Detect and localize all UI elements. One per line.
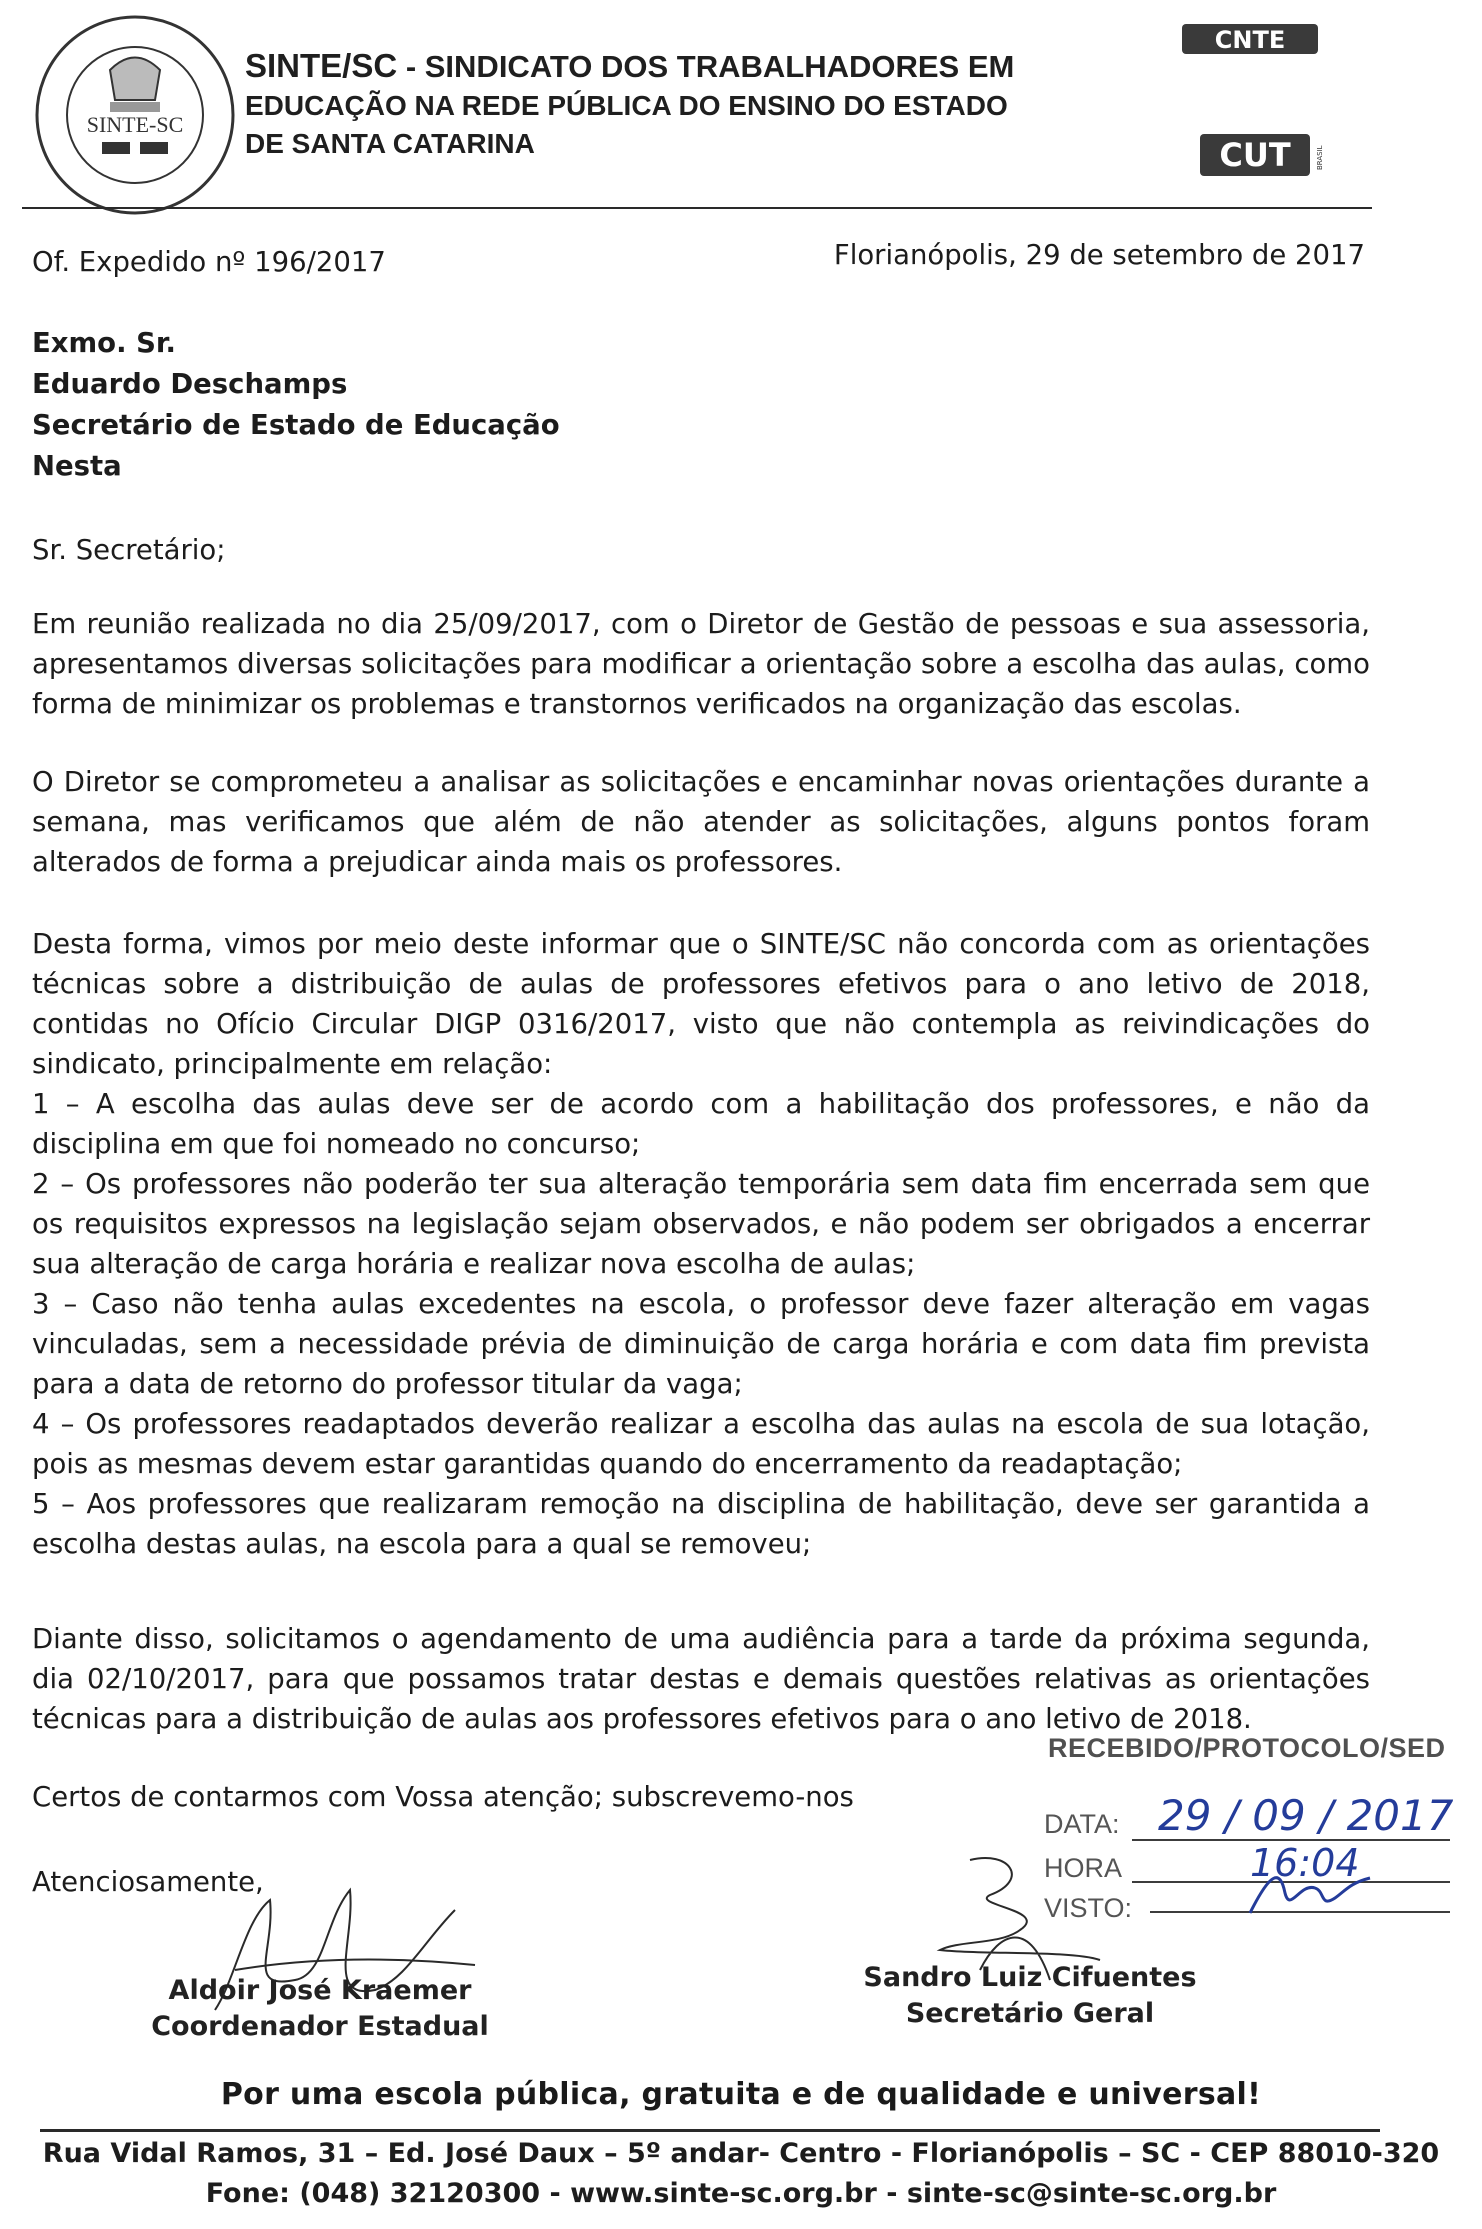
stamp-visto-label: VISTO: — [1044, 1893, 1133, 1923]
addressee-block — [32, 323, 560, 487]
paragraph-meeting: Em reunião realizada no dia 25/09/2017, com o Diretor de Gestão de pessoas e sua assessoria, apresentamos diversas solicitações para modificar a orientação sobre a escolha das aulas, como forma de minimizar os problemas e transtornos verificados na organização das escolas. — [32, 608, 1370, 720]
demands-block — [32, 924, 1370, 1564]
stamp-time-value: 16:04 — [1250, 1841, 1360, 1885]
addressee-line: Eduardo Deschamps — [32, 368, 348, 400]
demand-item: 2 – Os professores não poderão ter sua alteração temporária sem data fim encerrada sem que os requisitos expressos na legislação sejam observados, e não podem ser obrigados a encerrar sua alteração de carga horária e realizar nova escolha de aulas; — [32, 1168, 1370, 1280]
paragraph-disagreement: Desta forma, vimos por meio deste informar que o SINTE/SC não concorda com as orientações técnicas sobre a distribuição de aulas de professores efetivos para o ano letivo de 2018, contidas no Ofício Circular DIGP 0316/2017, visto que não contempla as reivindicações do sindicato, principalmente em relação: — [32, 928, 1370, 1080]
union-name-line2: EDUCAÇÃO NA REDE PÚBLICA DO ENSINO DO ESTADO — [245, 90, 1008, 121]
signatory-role: Secretário Geral — [905, 1998, 1155, 2029]
stamp-time-label: HORA — [1044, 1853, 1123, 1883]
addressee-line: Nesta — [32, 450, 122, 482]
signatory-role: Coordenador Estadual — [151, 2011, 489, 2042]
signatory-coordinator — [140, 1973, 500, 2045]
demand-item: 1 – A escolha das aulas deve ser de acordo com a habilitação dos professores, e não da disciplina em que foi nomeado no concurso; — [32, 1088, 1370, 1160]
svg-text:CUT: CUT — [1219, 136, 1291, 174]
union-name-line3: DE SANTA CATARINA — [245, 128, 535, 159]
paragraph-director: O Diretor se comprometeu a analisar as solicitações e encaminhar novas orientações durante a semana, mas verificamos que além de não atender as solicitações, alguns pontos foram alterados de forma a prejudicar ainda mais os professores. — [32, 766, 1370, 878]
svg-text:CNTE: CNTE — [1214, 26, 1286, 54]
stamp-initials-mark — [1240, 1863, 1390, 1923]
signatory-name: Aldoir José Kraemer — [168, 1975, 472, 2006]
demand-item: 3 – Caso não tenha aulas excedentes na escola, o professor deve fazer alteração em vagas vinculadas, sem a necessidade prévia de diminuição de carga horária e com data fim prevista para a data de retorno do professor titular da vaga; — [32, 1288, 1370, 1400]
cnte-logo — [1180, 18, 1320, 60]
stamp-date-label: DATA: — [1044, 1809, 1120, 1839]
cut-logo — [1198, 130, 1333, 180]
regards-line: Atenciosamente, — [32, 1866, 264, 1898]
addressee-line: Exmo. Sr. — [32, 327, 176, 359]
footer-contacts: Fone: (048) 32120300 - www.sinte-sc.org.br - sinte-sc@sinte-sc.org.br — [205, 2178, 1277, 2209]
paragraph-request: Diante disso, solicitamos o agendamento de uma audiência para a tarde da próxima segunda, dia 02/10/2017, para que possamos tratar destas e demais questões relativas as orientações técnicas para a distribuição de aulas aos professores efetivos para o ano letivo de 2018. — [32, 1623, 1370, 1735]
union-seal-logo — [30, 10, 240, 220]
header-divider — [22, 207, 1372, 209]
signatory-secretary — [850, 1960, 1210, 2032]
salutation: Sr. Secretário; — [32, 534, 226, 566]
svg-text:SINTE-SC: SINTE-SC — [86, 112, 184, 137]
addressee-line: Secretário de Estado de Educação — [32, 409, 560, 441]
stamp-date-value: 29 / 09 / 2017 — [1158, 1791, 1454, 1840]
place-date: Florianópolis, 29 de setembro de 2017 — [833, 239, 1365, 271]
footer-divider — [40, 2129, 1380, 2132]
demand-item: 5 – Aos professores que realizaram remoção na disciplina de habilitação, deve ser garantida a escolha destas aulas, na escola para a qual se removeu; — [32, 1488, 1370, 1560]
stamp-title: RECEBIDO/PROTOCOLO/SED — [1048, 1733, 1446, 1763]
footer-address: Rua Vidal Ramos, 31 – Ed. José Daux – 5º andar- Centro - Florianópolis – SC - CEP 88010-320 — [42, 2138, 1440, 2169]
union-header — [245, 46, 1145, 163]
demand-item: 4 – Os professores readaptados deverão realizar a escolha das aulas na escola de sua lotação, pois as mesmas devem estar garantidas quando do encerramento da readaptação; — [32, 1408, 1370, 1480]
svg-text:BRASIL: BRASIL — [1316, 145, 1324, 170]
union-name-line1: - SINDICATO DOS TRABALHADORES EM — [397, 49, 1015, 84]
document-number: Of. Expedido nº 196/2017 — [32, 246, 386, 278]
footer-motto: Por uma escola pública, gratuita e de qualidade e universal! — [220, 2077, 1262, 2112]
signatory-name: Sandro Luiz Cifuentes — [863, 1962, 1197, 1993]
closing-line: Certos de contarmos com Vossa atenção; subscrevemo-nos — [32, 1781, 854, 1813]
union-acronym: SINTE/SC — [245, 47, 398, 84]
